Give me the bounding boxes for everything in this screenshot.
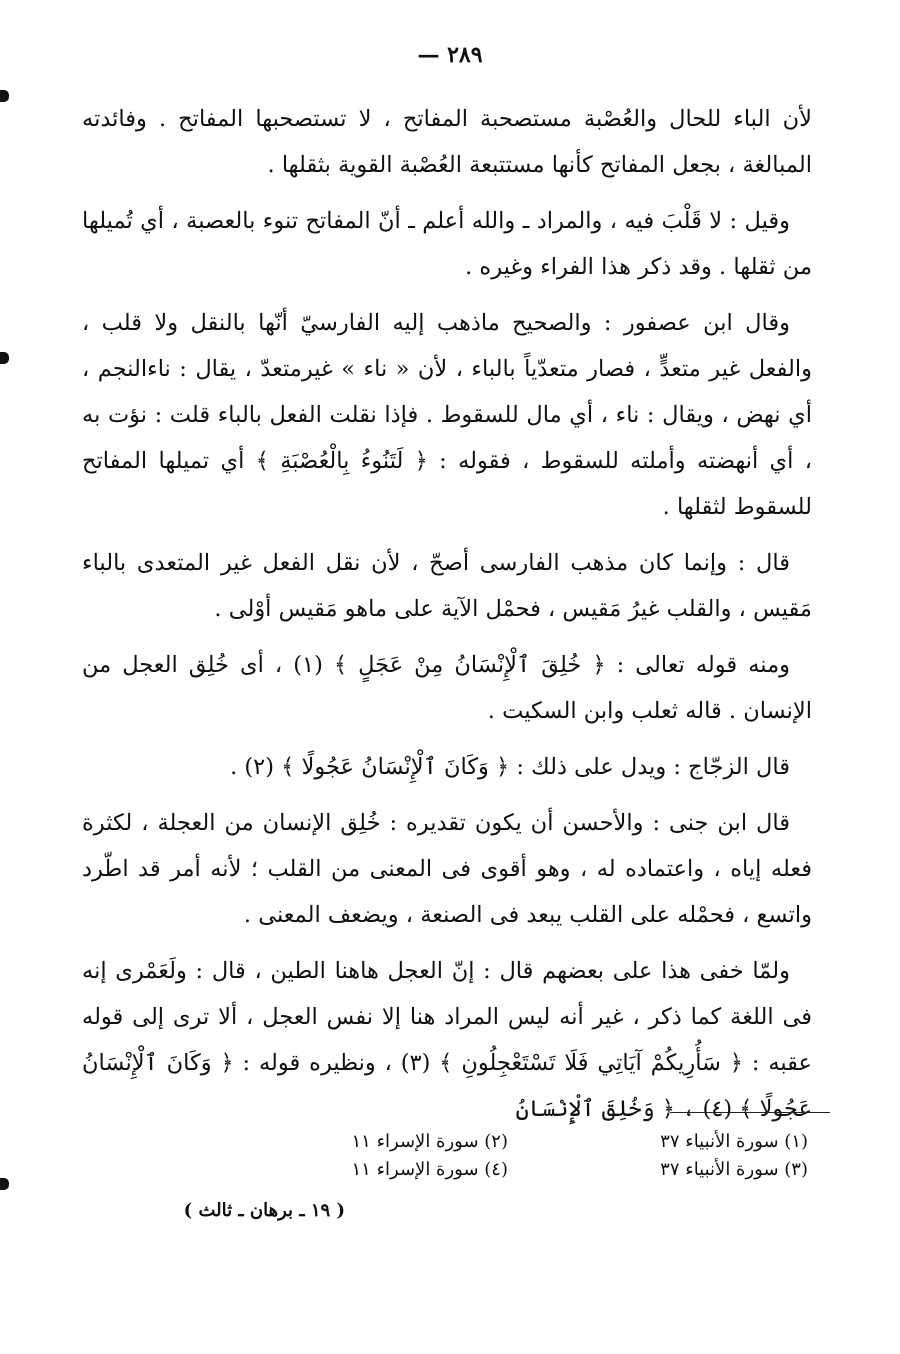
footnote: (٤) سورة الإسراء ١١	[351, 1159, 508, 1180]
paragraph: ومنه قوله تعالى : ﴿ خُلِقَ ٱلْإِنْسَانُ مِنْ عَجَلٍ ﴾ (١) ، أى خُلِق العجل من الإنسان . قاله ثعلب وابن السكيت .	[82, 652, 812, 724]
paragraph: قال : وإنما كان مذهب الفارسى أصحّ ، لأن نقل الفعل غير المتعدى بالباء مَقيس ، والقلب غيرُ مَقيس ، فحمْل الآية على ماهو مَقيس أوْلى .	[82, 550, 812, 622]
main-text	[82, 96, 812, 1142]
footnote: (٣) سورة الأنبياء ٣٧	[660, 1159, 808, 1180]
page-number: ٢٨٩ —	[417, 42, 483, 68]
footnote-row	[168, 1128, 808, 1156]
footnote-row	[168, 1156, 808, 1184]
paragraph: ولمّا خفى هذا على بعضهم قال : إنّ العجل هاهنا الطين ، قال : ولَعَمْرى إنه فى اللغة كما ذكر ، غير أنه ليس المراد هنا إلا نفس العجل ، ألا ترى إلى قوله عقبه : ﴿ سَأُرِيكُمْ آيَاتِي فَلَا تَسْتَعْجِلُونِ ﴾ (٣) ، ونظيره قوله : ﴿ وَكَانَ ٱلْإِنْسَانُ عَجُولًا ﴾ (٤) ، ﴿ وَخُلِقَ ٱلْإِنْسَانُ	[82, 958, 812, 1122]
margin-mark	[0, 352, 9, 364]
paragraph: لأن الباء للحال والعُصْبة مستصحبة المفاتح ، لا تستصحبها المفاتح . وفائدته المبالغة ، بجعل المفاتح كأنها مستتبعة العُصْبة القوية بثقلها .	[82, 106, 812, 178]
printer-signature: ( ١٩ ـ برهان ـ ثالث )	[183, 1200, 345, 1221]
footnotes	[168, 1128, 808, 1184]
margin-mark	[0, 90, 9, 102]
footnote: (١) سورة الأنبياء ٣٧	[660, 1131, 808, 1152]
footnote: (٢) سورة الإسراء ١١	[351, 1131, 508, 1152]
paragraph: قال ابن جنى : والأحسن أن يكون تقديره : خُلِق الإنسان من العجلة ، لكثرة فعله إياه ، واعتماده له ، وهو أقوى فى المعنى من القلب ؛ لأنه أمر قد اطّرد واتسع ، فحمْله على القلب يبعد فى الصنعة ، ويضعف المعنى .	[82, 810, 812, 928]
paragraph: وقال ابن عصفور : والصحيح ماذهب إليه الفارسيّ أنّها بالنقل ولا قلب ، والفعل غير متعدٍّ ، فصار متعدّياً بالباء ، لأن « ناء » غيرمتعدّ ، يقال : ناءالنجم ، أي نهض ، ويقال : ناء ، أي مال للسقوط . فإذا نقلت الفعل بالباء قلت : نؤت به ، أي أنهضته وأملته للسقوط ، فقوله : ﴿ لَتَنُوءُ بِالْعُصْبَةِ ﴾ أي تميلها المفاتح للسقوط لثقلها .	[82, 310, 812, 520]
footnote-divider	[670, 1112, 830, 1113]
margin-mark	[0, 1178, 9, 1190]
paragraph: وقيل : لا قَلْبَ فيه ، والمراد ـ والله أعلم ـ أنّ المفاتح تنوء بالعصبة ، أي تُميلها من ثقلها . وقد ذكر هذا الفراء وغيره .	[82, 208, 812, 280]
paragraph: قال الزجّاج : ويدل على ذلك : ﴿ وَكَانَ ٱلْإِنْسَانُ عَجُولًا ﴾ (٢) .	[230, 754, 790, 780]
